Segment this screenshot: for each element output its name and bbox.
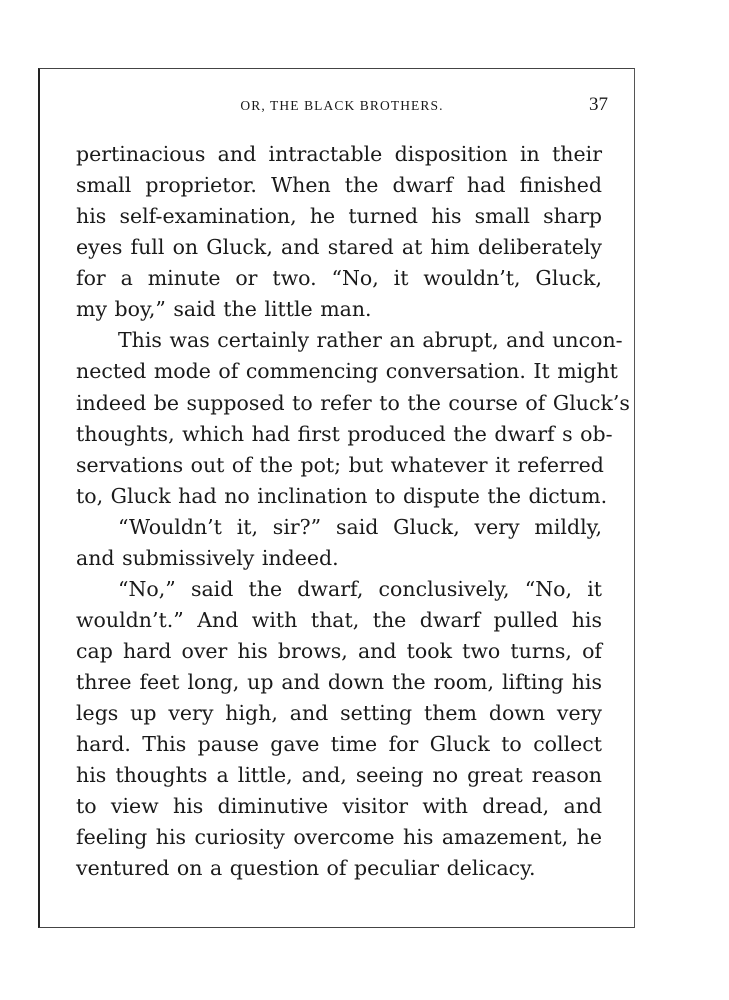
text-line: hard. This pause gave time for Gluck to collect (76, 732, 602, 757)
text-line: my boy,” said the little man. (76, 297, 372, 322)
text-line: feeling his curiosity overcome his amazement, he (76, 825, 602, 850)
text-line: pertinacious and intractable disposition in their (76, 142, 602, 166)
text-line: eyes full on Gluck, and stared at him deliberately (76, 235, 602, 260)
text-line: nected mode of commencing conversation. It might (76, 359, 618, 384)
text-line: servations out of the pot; but whatever it referred (76, 452, 604, 477)
text-line: ventured on a question of peculiar delicacy. (76, 856, 536, 881)
text-line: his self-examination, he turned his small sharp (76, 204, 602, 229)
text-line: This was certainly rather an abrupt, and uncon- (118, 328, 623, 353)
text-line: indeed be supposed to refer to the course of Gluck’s (76, 390, 630, 415)
page-number: 37 (589, 94, 608, 115)
running-title: OR, THE BLACK BROTHERS. (240, 98, 444, 113)
text-line: “No,” said the dwarf, conclusively, “No, it (118, 576, 602, 601)
text-line: cap hard over his brows, and took two turns, of (76, 639, 602, 663)
running-head (76, 94, 608, 120)
text-line: to, Gluck had no inclination to dispute the dictum. (76, 483, 608, 508)
text-line: “Wouldn’t it, sir?” said Gluck, very mildly, (118, 514, 602, 539)
body-text (76, 139, 630, 885)
text-line: three feet long, up and down the room, lifting his (76, 670, 602, 695)
text-line: for a minute or two. “No, it wouldn’t, Gluck, (76, 266, 602, 291)
text-line: his thoughts a little, and, seeing no great reason (76, 763, 602, 788)
text-line: to view his diminutive visitor with dread, and (76, 794, 602, 819)
text-line: wouldn’t.” And with that, the dwarf pulled his (76, 607, 602, 632)
text-line: legs up very high, and setting them down very (76, 701, 602, 726)
text-line: and submissively indeed. (76, 545, 339, 570)
text-line: thoughts, which had first produced the dwarf s ob- (76, 421, 613, 446)
text-line: small proprietor. When the dwarf had finished (76, 173, 602, 198)
